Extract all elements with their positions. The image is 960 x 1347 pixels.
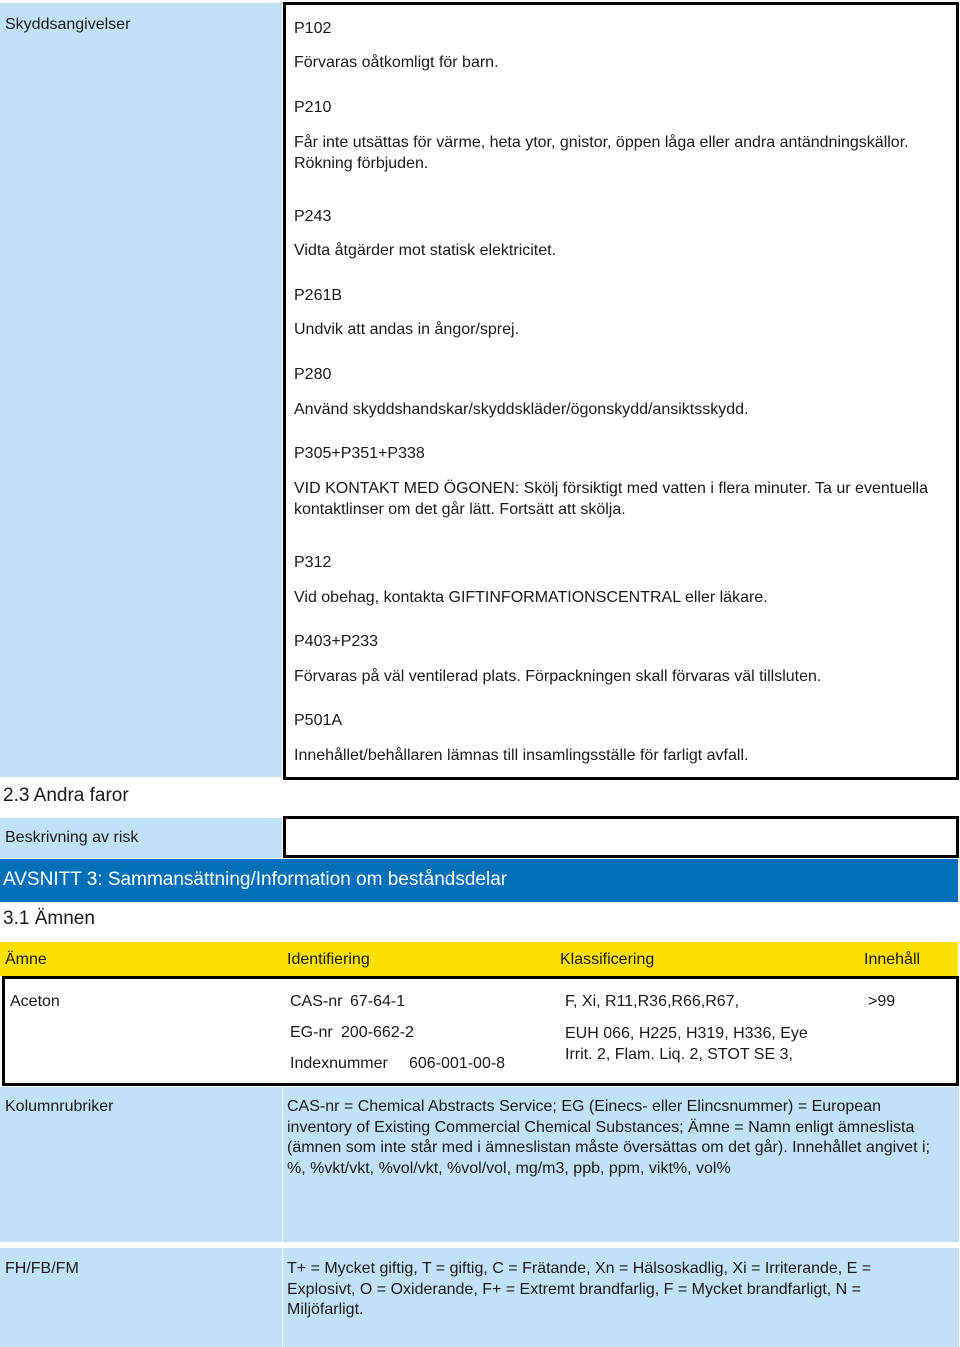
index-number: 606-001-00-8 bbox=[409, 1055, 506, 1072]
precaution-text: Förvaras oåtkomligt för barn. bbox=[294, 54, 499, 71]
section-3-1-heading: 3.1 Ämnen bbox=[3, 908, 95, 929]
precaution-code: P243 bbox=[294, 208, 332, 225]
classification-line2: EUH 066, H225, H319, H336, Eye Irrit. 2, Flam. Liq. 2, STOT SE 3, bbox=[565, 1025, 808, 1063]
cas-label: CAS-nr bbox=[290, 993, 343, 1010]
risk-description-label: Beskrivning av risk bbox=[5, 829, 139, 846]
substance-name: Aceton bbox=[10, 993, 60, 1010]
precaution-text: Får inte utsättas för värme, heta ytor, gnistor, öppen låga eller andra antändningskällor. Rökning förbjuden. bbox=[294, 134, 909, 172]
precaution-code: P501A bbox=[294, 712, 343, 729]
precaution-code: P305+P351+P338 bbox=[294, 445, 425, 462]
precaution-text: Förvaras på väl ventilerad plats. Förpackningen skall förvaras väl tillsluten. bbox=[294, 668, 822, 685]
precaution-code: P280 bbox=[294, 366, 332, 383]
fh-label: FH/FB/FM bbox=[5, 1260, 79, 1277]
index-label: Indexnummer bbox=[290, 1055, 388, 1072]
precaution-code: P312 bbox=[294, 554, 332, 571]
precaution-text: Vidta åtgärder mot statisk elektricitet. bbox=[294, 242, 557, 259]
section-3-title: AVSNITT 3: Sammansättning/Information om beståndsdelar bbox=[3, 869, 508, 890]
kolumnrubriker-text: CAS-nr = Chemical Abstracts Service; EG (Einecs- eller Elincsnummer) = European inventory of Existing Commercial Chemical Substances; Ämne = Namn enligt ämneslista (ämnen som inte står med i ämneslistan måste översättas om det går). Innehållet angivet i; %, %vkt/vkt, %vol/vkt, %vol/vol, mg/m3, ppb, ppm, vikt%, vol% bbox=[287, 1098, 930, 1177]
precaution-code: P210 bbox=[294, 99, 332, 116]
andra-faror-heading: 2.3 Andra faror bbox=[3, 785, 129, 806]
classification-line1: F, Xi, R11,R36,R66,R67, bbox=[565, 993, 740, 1010]
precaution-code: P403+P233 bbox=[294, 633, 379, 650]
skyddsangivelser-box bbox=[283, 2, 959, 780]
precaution-text: Innehållet/behållaren lämnas till insamlingsställe för farligt avfall. bbox=[294, 747, 749, 764]
skyddsangivelser-label: Skyddsangivelser bbox=[5, 16, 131, 33]
precaution-text: Vid obehag, kontakta GIFTINFORMATIONSCENTRAL eller läkare. bbox=[294, 589, 768, 606]
precaution-code: P261B bbox=[294, 287, 343, 304]
precaution-text: Använd skyddshandskar/skyddskläder/ögonskydd/ansiktsskydd. bbox=[294, 401, 749, 418]
section-3-header-line bbox=[0, 858, 958, 902]
kolumnrubriker-value-cell bbox=[283, 1087, 959, 1242]
fh-text: T+ = Mycket giftig, T = giftig, C = Frätande, Xn = Hälsoskadlig, Xi = Irriterande, E = Explosivt, O = Oxiderande, F+ = Extremt brandfarlig, F = Mycket brandfarligt, N = Miljöfarligt. bbox=[287, 1260, 872, 1319]
header-amne: Ämne bbox=[5, 951, 47, 968]
kolumnrubriker-label-cell bbox=[0, 1087, 282, 1242]
table-header bbox=[0, 942, 958, 976]
eg-label: EG-nr bbox=[290, 1024, 333, 1041]
header-identifiering: Identifiering bbox=[287, 951, 370, 968]
risk-description-value bbox=[283, 816, 959, 858]
precaution-code: P102 bbox=[294, 20, 332, 37]
precaution-text: Undvik att andas in ångor/sprej. bbox=[294, 321, 520, 338]
header-innehall: Innehåll bbox=[864, 951, 921, 968]
risk-description-label-cell bbox=[0, 818, 282, 858]
fh-value-cell bbox=[283, 1248, 959, 1347]
header-klassificering: Klassificering bbox=[560, 951, 655, 968]
table-row bbox=[2, 976, 959, 1086]
cas-number: 67-64-1 bbox=[350, 993, 406, 1010]
eg-number: 200-662-2 bbox=[341, 1024, 414, 1041]
kolumnrubriker-label: Kolumnrubriker bbox=[5, 1098, 114, 1115]
fh-label-cell bbox=[0, 1248, 282, 1347]
precaution-text: VID KONTAKT MED ÖGONEN: Skölj försiktigt med vatten i flera minuter. Ta ur eventuella kontaktlinser om det går lätt. Fortsätt att skölja. bbox=[294, 480, 928, 518]
skyddsangivelser-label-cell bbox=[0, 3, 282, 777]
content-value: >99 bbox=[868, 993, 896, 1010]
